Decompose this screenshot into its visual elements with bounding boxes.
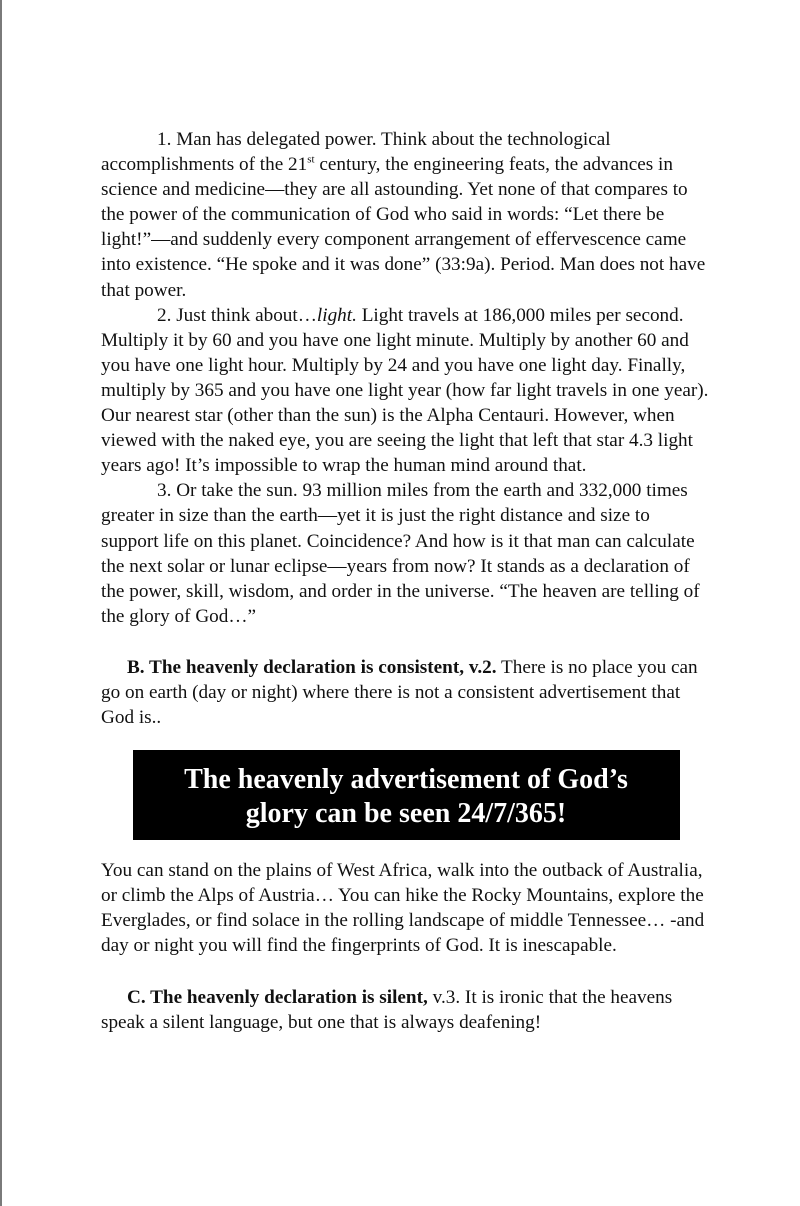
section-b-text: There is no place you can go on earth (day or night) where there is not a consistent advertisement that God is.. (101, 656, 698, 729)
spacer (101, 629, 711, 655)
document-page (101, 127, 711, 1035)
callout-box (133, 750, 680, 840)
paragraph-point-3: 3. Or take the sun. 93 million miles from the earth and 332,000 times greater in size than the earth—yet it is just the right distance and size to support life on this planet. Coincidence? And how is it that man can calculate the next solar or lunar eclipse—years from now? It stands as a declaration of the power, skill, wisdom, and order in the universe. “The heaven are telling of the glory of God…” (101, 480, 700, 627)
point-1-text: 1. Man has delegated power. Think about the technological accomplishments of the 21 (101, 129, 611, 176)
callout-line-2: glory can be seen 24/7/365! (245, 798, 567, 830)
ordinal-superscript: st (307, 153, 315, 166)
spacer (101, 959, 711, 985)
point-2-text-cont: Light travels at 186,000 miles per second. Multiply it by 60 and you have one light minute. Multiply by another 60 and you have one light hour. Multiply by 24 and you have one light day. Finally, multiply by 365 and you have one light year (how far light travels in one year). Our nearest star (other than the sun) is the Alpha Centauri. However, when viewed with the naked eye, you are seeing the light that left that star 4.3 light years ago! It’s impossible to wrap the human mind around that. (101, 304, 709, 477)
section-c-text: v.3. It is ironic that the heavens speak a silent language, but one that is always deafening! (101, 986, 673, 1033)
paragraph-places: You can stand on the plains of West Africa, walk into the outback of Australia, or climb the Alps of Austria… You can hike the Rocky Mountains, explore the Everglades, or find solace in the rolling landscape of middle Tennessee… -and day or night you will find the fingerprints of God. It is inescapable. (101, 860, 705, 957)
section-b (101, 655, 711, 730)
paragraph-point-1 (101, 127, 711, 303)
paragraph-point-2 (101, 303, 711, 479)
point-1-text-cont: century, the engineering feats, the advances in science and medicine—they are all astounding. Yet none of that compares to the power of the communication of God who said in words: “Let there be light!”—and suddenly every component arrangement of effervescence came into existence. “He spoke and it was done” (33:9a). Period. Man does not have that power. (101, 154, 706, 301)
point-2-italic: light. (316, 304, 357, 326)
section-b-heading: B. The heavenly declaration is consistent, v.2. (127, 656, 497, 678)
callout-line-1: The heavenly advertisement of God’s (184, 764, 628, 796)
page-left-border (0, 0, 2, 1206)
section-c-heading: C. The heavenly declaration is silent, (127, 986, 428, 1008)
point-2-text: 2. Just think about… (157, 304, 317, 326)
section-c (101, 985, 711, 1035)
